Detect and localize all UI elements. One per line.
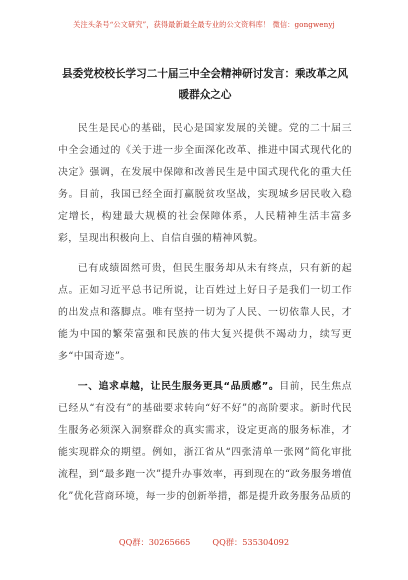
section-heading: 一、追求卓越，让民生服务更具“品质感”。 — [77, 381, 280, 392]
document-title: 县委党校校长学习二十届三中全会精神研讨发言：乘改革之风 暖群众之心 — [61, 68, 349, 101]
qq-group-1: QQ群：30265665 — [118, 537, 191, 547]
footer-contact — [0, 537, 408, 548]
header-banner: 关注头条号“公文研究”，获得最新最全最专业的公文资料库！ 微信：gongwenyj — [73, 20, 335, 29]
section-paragraph — [58, 376, 352, 508]
body-paragraph: 已有成绩固然可贵，但民生服务却从未有终点，只有新的起点。正如习近平总书记所说，让百姓过上好日子是我们一切工作的出发点和落脚点。唯有坚持一切为了人民、一切依靠人民，才能为中国的繁荣富强和民族的伟大复兴提供不竭动力，续写更多“中国奇迹”。 — [58, 263, 352, 362]
section-text: 目前，民生焦点已经从“有没有”的基础要求转向“好不好”的高阶要求。新时代民生服务必须深入洞察群众的真实需求，设定更高的服务标准，才能实现群众的期望。例如，浙江省从“四张清单一张网”简化审批流程，到“最多跑一次”提升办事效率，再到现在的“政务服务增值化”优化营商环境，每一步的创新举措，都是提升政务服务品质的 — [58, 381, 352, 502]
body-paragraph: 民生是民心的基础，民心是国家发展的关键。党的二十届三中全会通过的《关于进一步全面深化改革、推进中国式现代化的决定》强调，在发展中保障和改善民生是中国式现代化的重大任务。目前，我国已经全面打赢脱贫攻坚战，实现城乡居民收入稳定增长，构建最大规模的社会保障体系，人民精神生活丰富多彩，呈现出积极向上、自信自强的精神风貌。 — [58, 123, 352, 244]
qq-group-2: QQ群：535304092 — [212, 537, 290, 547]
document-body — [58, 118, 352, 508]
